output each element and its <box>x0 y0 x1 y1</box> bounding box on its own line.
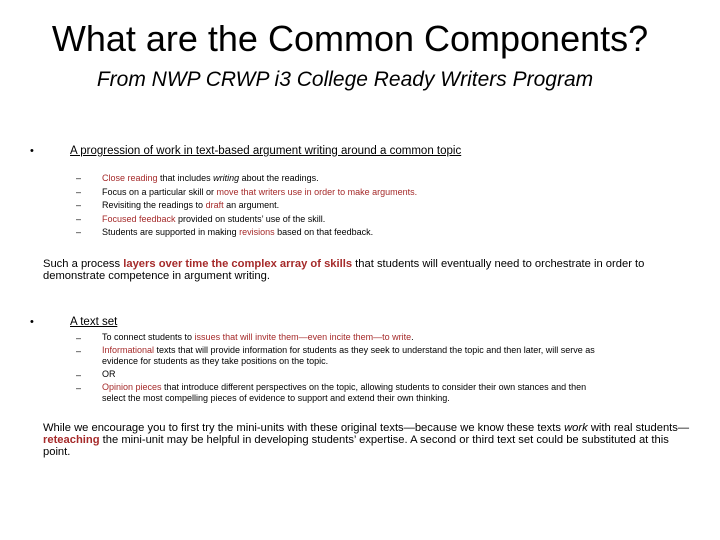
dash-marker: – <box>76 227 82 237</box>
subitem-text-part: To connect students to <box>102 332 195 342</box>
subitem-text-part: Focus on a particular skill or <box>102 186 217 197</box>
subitem-text-part: Informational <box>102 345 155 355</box>
para1-text-b: that students will eventually need to orchestrate in order to demonstrate competence in argument writing. <box>43 258 645 282</box>
subitem-text-part: that includes <box>157 173 214 183</box>
subitem-line <box>102 382 586 393</box>
subitem-text-part: about the readings. <box>239 173 319 183</box>
subitem-text-part: Revisiting the readings to <box>102 200 206 210</box>
subitem-text <box>102 186 417 199</box>
subitem-line <box>102 345 595 356</box>
para2-text-a: While we encourage you to first try the mini-units with these original texts—because we know these texts <box>43 422 565 434</box>
dash-marker: – <box>76 346 82 356</box>
subitem-text-part: texts that will provide information for students as they seek to understand the topic and then later, will serve as <box>154 345 595 355</box>
subitem-line <box>102 356 328 367</box>
subitem-text <box>102 172 319 185</box>
process-paragraph <box>43 258 693 282</box>
para2-highlight: reteaching <box>43 434 100 446</box>
subitem-text-part: evidence for students as they take positions on the topic. <box>102 356 329 366</box>
subitem-text <box>102 199 279 212</box>
subitem-line <box>102 393 450 404</box>
subitem-line <box>102 369 116 380</box>
dash-marker: – <box>76 200 82 210</box>
bullet-marker: • <box>30 145 34 157</box>
subitem-text-part: issues that will invite them—even incite them—to write <box>194 332 412 342</box>
subitem-text-part: select the most compelling pieces of evidence to support and extend their own thinking. <box>102 393 450 403</box>
dash-marker: – <box>76 213 82 224</box>
para2-text-c: the mini-unit may be helpful in developing students’ expertise. A second or third text set could be substituted at this point. <box>43 434 669 458</box>
subitem-line <box>102 332 414 343</box>
encourage-paragraph <box>43 422 693 458</box>
bullet-text-set: A text set <box>70 316 118 328</box>
subitem-text-part: writing <box>213 173 240 183</box>
subitem-text-part: move that writers use in order to make arguments. <box>216 186 418 197</box>
dash-marker: – <box>76 173 82 183</box>
bullet-marker: • <box>30 316 34 328</box>
slide-title: What are the Common Components? <box>51 18 649 59</box>
slide-subtitle: From NWP CRWP i3 College Ready Writers Program <box>96 68 594 91</box>
subitem-text-part: an argument. <box>223 200 280 210</box>
bullet-progression: A progression of work in text-based argument writing around a common topic <box>70 145 462 157</box>
para2-text-b: with real students— <box>587 422 690 434</box>
dash-marker: – <box>76 186 82 197</box>
subitem-text-part: draft <box>205 200 224 210</box>
subitem-text-part: that introduce different perspectives on the topic, allowing students to consider their own stances and then <box>161 382 587 392</box>
subitem-text-part: provided on students’ use of the skill. <box>175 213 326 224</box>
subitem-text-part: Opinion pieces <box>102 382 162 392</box>
para2-emphasis: work <box>564 422 588 434</box>
dash-marker: – <box>76 333 82 343</box>
subitem-text-part: Students are supported in making <box>102 227 240 237</box>
para1-highlight: layers over time the complex array of skills <box>123 258 353 270</box>
subitem-text-part: OR <box>102 369 116 379</box>
para1-text-a: Such a process <box>43 258 124 270</box>
subitem-text-part: based on that feedback. <box>274 227 374 237</box>
subitem-text <box>102 226 373 239</box>
dash-marker: – <box>76 383 82 393</box>
subitem-text-part: Close reading <box>102 173 158 183</box>
dash-marker: – <box>76 370 82 380</box>
subitem-text <box>102 213 325 226</box>
subitem-text-part: Focused feedback <box>102 213 176 224</box>
subitem-text-part: . <box>411 332 414 342</box>
subitem-text-part: revisions <box>239 227 275 237</box>
